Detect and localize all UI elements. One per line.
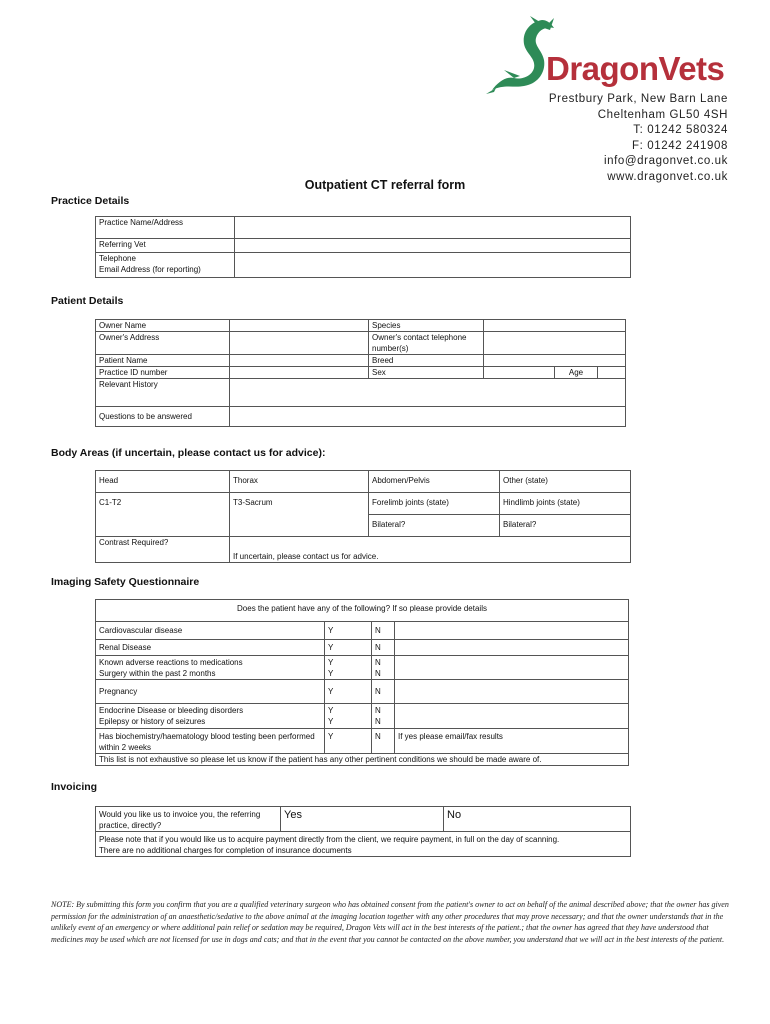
safety-yes-cardio[interactable]: Y <box>325 622 372 640</box>
epilepsy-no[interactable]: N <box>375 717 381 726</box>
safety-yes-renal[interactable]: Y <box>325 640 372 656</box>
referring-vet-input[interactable] <box>235 239 631 253</box>
email-link[interactable]: info@dragonvet.co.uk <box>603 155 728 167</box>
fax: F: 01242 241908 <box>632 139 728 152</box>
contrast-label: Contrast Required? <box>96 537 230 563</box>
form-title: Outpatient CT referral form <box>304 178 466 192</box>
referring-vet-label: Referring Vet <box>96 239 235 253</box>
safety-details-endocrine[interactable] <box>395 704 629 729</box>
owner-phone-label: Owner's contact telephone number(s) <box>369 332 484 355</box>
address-line-2: Cheltenham GL50 4SH <box>597 108 728 121</box>
contact-block <box>549 92 728 185</box>
safety-label-bloods: Has biochemistry/haematology blood testing been performed within 2 weeks <box>96 729 325 754</box>
owner-name-label: Owner Name <box>96 320 230 332</box>
body-areas-table <box>95 470 631 563</box>
sex-input[interactable] <box>484 367 555 379</box>
species-label: Species <box>369 320 484 332</box>
address-line-1: Prestbury Park, New Barn Lane <box>548 93 728 105</box>
safety-details-renal[interactable] <box>395 640 629 656</box>
c1t2-option[interactable]: C1-T2 <box>96 493 230 537</box>
t3-sacrum-option[interactable]: T3-Sacrum <box>230 493 369 537</box>
species-input[interactable] <box>484 320 626 332</box>
telephone-email-input[interactable] <box>235 253 631 278</box>
surgery-label: Surgery within the past 2 months <box>99 668 216 678</box>
body-areas-heading: Body Areas (if uncertain, please contact us for advice): <box>51 447 326 459</box>
abdomen-option[interactable]: Abdomen/Pelvis <box>369 471 500 493</box>
patient-table <box>95 319 626 427</box>
practice-name-input[interactable] <box>235 217 631 239</box>
reactions-no[interactable]: N <box>375 657 381 667</box>
telephone-label: Telephone <box>96 253 235 265</box>
history-label: Relevant History <box>96 379 230 407</box>
email-label: Email Address (for reporting) <box>96 264 235 277</box>
consent-note: NOTE: By submitting this form you confirm that you are a qualified veterinary surgeon who has obtained consent from the patient's owner to act on behalf of the animal described above; that the owner has given permission for the administration of an anaesthetic/sedative to the above animal at the imaging location together with any other procedures that may prove necessary; and that the owner understands that in the unlikely event of an emergency or where additional pain relief or sedation may be required, Dragon Vets will act in the best interests of the patient.; that the owner has agreed that they have understood that medicines may be used which are not licensed for use in dogs and cats; and that in the event that you cannot be contacted on the above number, you understand that we will act in the best interests of the patient. <box>51 900 729 944</box>
safety-label-renal: Renal Disease <box>96 640 325 656</box>
safety-bloods-note: If yes please email/fax results <box>395 729 629 754</box>
patient-heading: Patient Details <box>51 295 124 307</box>
patient-name-label: Patient Name <box>96 355 230 367</box>
owner-phone-input[interactable] <box>484 332 626 355</box>
history-input[interactable] <box>230 379 626 407</box>
endocrine-yes[interactable]: Y <box>328 706 334 715</box>
epilepsy-label: Epilepsy or history of seizures <box>99 717 206 726</box>
safety-label-cardio: Cardiovascular disease <box>96 622 325 640</box>
forelimb-option[interactable]: Forelimb joints (state) <box>369 493 500 515</box>
breed-label: Breed <box>369 355 484 367</box>
reactions-label: Known adverse reactions to medications <box>99 657 243 667</box>
safety-label-reactions-surgery <box>96 656 325 680</box>
surgery-yes[interactable]: Y <box>328 668 334 678</box>
safety-no-bloods[interactable]: N <box>372 729 395 754</box>
safety-yes-pregnancy[interactable]: Y <box>325 680 372 704</box>
practice-id-label: Practice ID number <box>96 367 230 379</box>
breed-input[interactable] <box>484 355 626 367</box>
endocrine-no[interactable]: N <box>375 706 381 715</box>
safety-label-pregnancy: Pregnancy <box>96 680 325 704</box>
questions-label: Questions to be answered <box>96 407 230 427</box>
owner-name-input[interactable] <box>230 320 369 332</box>
invoicing-heading: Invoicing <box>51 781 98 793</box>
safety-no-pregnancy[interactable]: N <box>372 680 395 704</box>
contrast-note: If uncertain, please contact us for advice. <box>230 537 631 563</box>
bilateral-hindlimb[interactable]: Bilateral? <box>500 515 631 537</box>
telephone: T: 01242 580324 <box>633 124 728 136</box>
thorax-option[interactable]: Thorax <box>230 471 369 493</box>
owner-address-input[interactable] <box>230 332 369 355</box>
other-option[interactable]: Other (state) <box>500 471 631 493</box>
safety-footer: This list is not exhaustive so please let us know if the patient has any other pertinent conditions we should be made aware of. <box>96 754 629 766</box>
patient-name-input[interactable] <box>230 355 369 367</box>
practice-heading: Practice Details <box>51 195 130 207</box>
safety-intro: Does the patient have any of the following? If so please provide details <box>96 600 629 622</box>
invoice-yes-option[interactable]: Yes <box>281 807 444 832</box>
website-link[interactable]: www.dragonvet.co.uk <box>607 170 728 183</box>
endocrine-label: Endocrine Disease or bleeding disorders <box>99 706 244 715</box>
invoicing-table <box>95 806 631 857</box>
reactions-yes[interactable]: Y <box>328 657 334 667</box>
safety-yes-bloods[interactable]: Y <box>325 729 372 754</box>
sex-label: Sex <box>369 367 484 379</box>
surgery-no[interactable]: N <box>375 668 381 678</box>
practice-name-label: Practice Name/Address <box>96 217 235 239</box>
safety-heading: Imaging Safety Questionnaire <box>51 576 200 588</box>
epilepsy-yes[interactable]: Y <box>328 717 334 726</box>
safety-details-pregnancy[interactable] <box>395 680 629 704</box>
practice-table <box>95 216 631 278</box>
hindlimb-option[interactable]: Hindlimb joints (state) <box>500 493 631 515</box>
head-option[interactable]: Head <box>96 471 230 493</box>
invoice-payment-note: Please note that if you would like us to acquire payment directly from the client, we require payment, in full on the day of scanning. <box>99 835 560 844</box>
safety-details-cardio[interactable] <box>395 622 629 640</box>
invoice-question: Would you like us to invoice you, the referring practice, directly? <box>96 807 281 832</box>
safety-no-renal[interactable]: N <box>372 640 395 656</box>
bilateral-forelimb[interactable]: Bilateral? <box>369 515 500 537</box>
invoice-no-option[interactable]: No <box>444 807 631 832</box>
questions-input[interactable] <box>230 407 626 427</box>
practice-id-input[interactable] <box>230 367 369 379</box>
age-label: Age <box>555 367 598 379</box>
safety-table <box>95 599 629 766</box>
safety-details-reactions[interactable] <box>395 656 629 680</box>
invoice-insurance-note: There are no additional charges for completion of insurance documents <box>99 846 352 855</box>
age-input[interactable] <box>598 367 626 379</box>
safety-no-cardio[interactable]: N <box>372 622 395 640</box>
owner-address-label: Owner's Address <box>96 332 230 355</box>
brand-name: DragonVets <box>546 50 725 87</box>
